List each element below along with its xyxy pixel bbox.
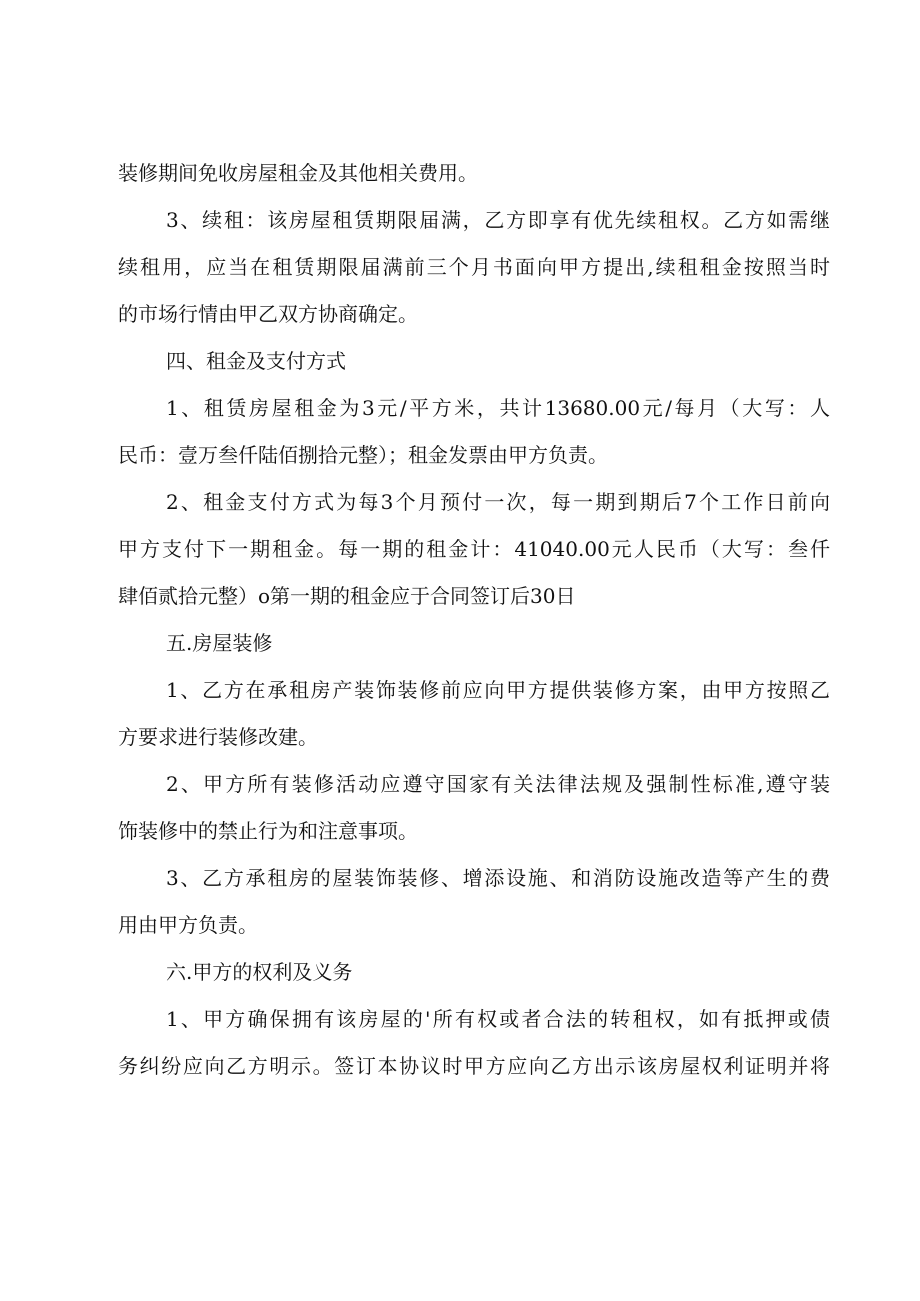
text-line: 续租用，应当在租赁期限届满前三个月书面向甲方提出,续租租金按照当时 [118,255,830,279]
paragraph-renovation-costs [118,855,830,949]
text-line: 务纠纷应向乙方明示。签订本协议时甲方应向乙方出示该房屋权利证明并将 [118,1054,830,1078]
section-heading: 四、租金及支付方式 [166,349,346,373]
section-heading-renovation [118,620,830,667]
text-line: 3、乙方承租房的屋装饰装修、增添设施、和消防设施改造等产生的费 [166,866,830,890]
text-line: 用由甲方负责。 [118,913,258,937]
document-page [118,150,830,1090]
text-line: 2、租金支付方式为每3个月预付一次，每一期到期后7个工作日前向 [166,490,830,514]
text-line: 甲方支付下一期租金。每一期的租金计：41040.00元人民币（大写：叁仟 [118,537,830,561]
paragraph-renovation-period-end [118,150,830,197]
text-line: 民币：壹万叁仟陆佰捌拾元整）；租金发票由甲方负责。 [118,443,608,467]
text-line: 肆佰贰拾元整）o第一期的租金应于合同签订后30日 [118,584,576,608]
paragraph-renewal [118,197,830,338]
text-line: 饰装修中的禁止行为和注意事项。 [118,819,418,843]
text-line: 1、乙方在承租房产装饰装修前应向甲方提供装修方案，由甲方按照乙 [166,678,830,702]
section-heading-rent-payment [118,338,830,385]
section-heading: 五.房屋装修 [166,631,273,655]
text-line: 3、续租：该房屋租赁期限届满，乙方即享有优先续租权。乙方如需继 [166,208,830,232]
text-line: 1、甲方确保拥有该房屋的'所有权或者合法的转租权，如有抵押或债 [166,1007,830,1031]
text-line: 方要求进行装修改建。 [118,725,318,749]
section-heading: 六.甲方的权利及义务 [166,960,353,984]
paragraph-rent-amount [118,385,830,479]
section-heading-party-a-rights [118,949,830,996]
text-line: 的市场行情由甲乙双方协商确定。 [118,302,418,326]
text-line: 2、甲方所有装修活动应遵守国家有关法律法规及强制性标准,遵守装 [166,772,830,796]
text-line: 装修期间免收房屋租金及其他相关费用。 [118,161,478,185]
paragraph-ownership [118,996,830,1090]
paragraph-payment-method [118,479,830,620]
paragraph-renovation-plan [118,667,830,761]
text-line: 1、租赁房屋租金为3元/平方米，共计13680.00元/每月（大写：人 [166,396,830,420]
paragraph-renovation-compliance [118,761,830,855]
